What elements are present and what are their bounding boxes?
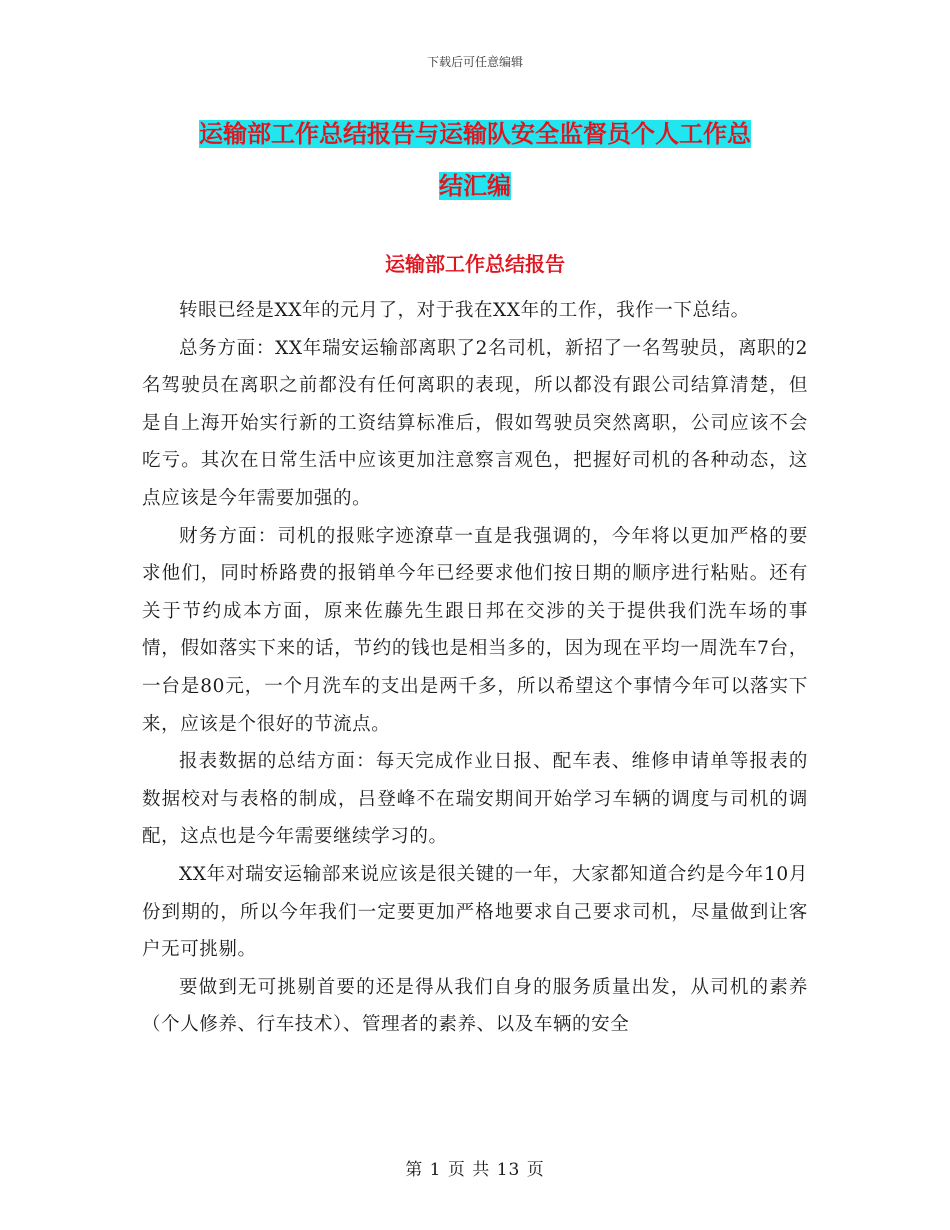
header-note: 下载后可任意编辑 xyxy=(426,55,523,69)
paragraph: XX年对瑞安运输部来说应该是很关键的一年，大家都知道合约是今年10月份到期的，所以今年我们一定要更加严格地要求自己要求司机，尽量做到让客户无可挑剔。 xyxy=(142,863,808,961)
page-number-footer: 第 1 页 共 13 页 xyxy=(405,1160,545,1180)
paragraph: 报表数据的总结方面：每天完成作业日报、配车表、维修申请单等报表的数据校对与表格的制成，吕登峰不在瑞安期间开始学习车辆的调度与司机的调配，这点也是今年需要继续学习的。 xyxy=(142,751,808,848)
main-title-line-1: 运输部工作总结报告与运输队安全监督员个人工作总 xyxy=(199,120,751,148)
paragraph: 总务方面：XX年瑞安运输部离职了2名司机，新招了一名驾驶员，离职的2名驾驶员在离职之前都没有任何离职的表现，所以都没有跟公司结算清楚，但是自上海开始实行新的工资结算标准后，假如驾驶员突然离职，公司应该不会吃亏。其次在日常生活中应该更加注意察言观色，把握好司机的各种动态，这点应该是今年需要加强的。 xyxy=(142,337,808,509)
paragraph: 财务方面：司机的报账字迹潦草一直是我强调的，今年将以更加严格的要求他们，同时桥路费的报销单今年已经要求他们按日期的顺序进行粘贴。还有关于节约成本方面，原来佐藤先生跟日邦在交涉的关于提供我们洗车场的事情，假如落实下来的话，节约的钱也是相当多的，因为现在平均一周洗车7台，一台是80元，一个月洗车的支出是两千多，所以希望这个事情今年可以落实下来，应该是个很好的节流点。 xyxy=(142,525,808,735)
body-text xyxy=(142,292,808,1044)
section-title: 运输部工作总结报告 xyxy=(385,252,565,276)
main-title-line-2: 结汇编 xyxy=(439,172,511,200)
paragraph: 要做到无可挑剔首要的还是得从我们自身的服务质量出发，从司机的素养（个人修养、行车技术）、管理者的素养、以及车辆的安全 xyxy=(142,976,808,1036)
paragraph: 转眼已经是XX年的元月了，对于我在XX年的工作，我作一下总结。 xyxy=(179,300,750,321)
main-title xyxy=(130,108,820,212)
